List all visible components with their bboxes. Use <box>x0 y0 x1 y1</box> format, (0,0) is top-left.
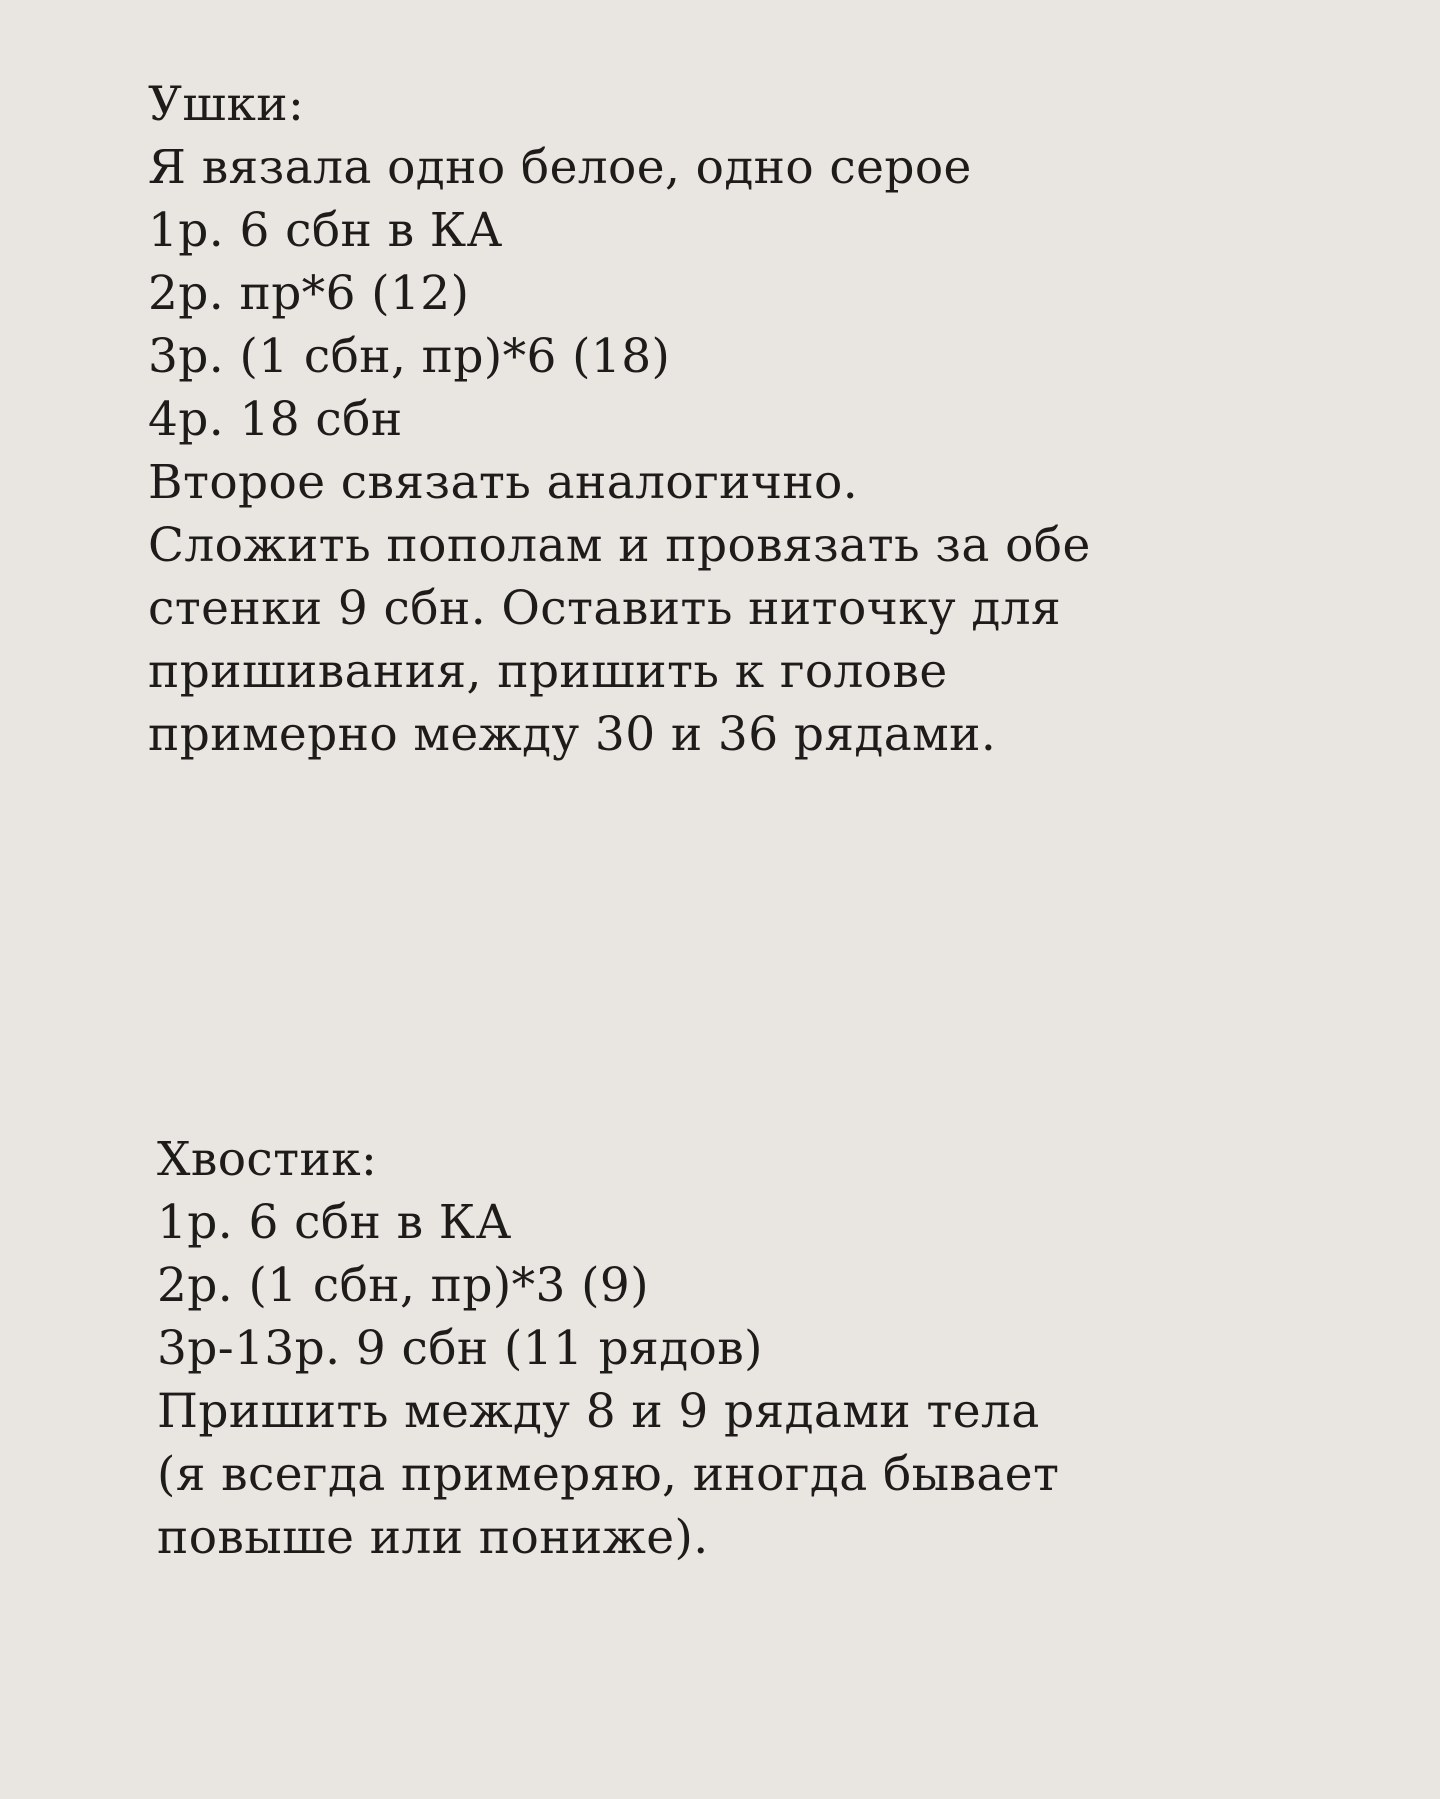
ears-section <box>148 73 1440 766</box>
ears-line: Я вязала одно белое, одно серое <box>148 140 972 195</box>
ears-line: Сложить пополам и провязать за обе <box>148 518 1091 573</box>
tail-section <box>157 1128 1440 1569</box>
ears-line: примерно между 30 и 36 рядами. <box>148 707 997 762</box>
tail-line: Пришить между 8 и 9 рядами тела <box>157 1384 1040 1439</box>
ears-title: Ушки: <box>148 77 305 132</box>
tail-line: (я всегда примеряю, иногда бывает <box>157 1447 1060 1502</box>
tail-title: Хвостик: <box>157 1132 378 1187</box>
tail-line: 1р. 6 сбн в КА <box>157 1195 512 1250</box>
tail-line: 3р-13р. 9 сбн (11 рядов) <box>157 1321 763 1376</box>
ears-line: 1р. 6 сбн в КА <box>148 203 503 258</box>
ears-line: стенки 9 сбн. Оставить ниточку для <box>148 581 1062 636</box>
tail-line: повыше или пониже). <box>157 1510 709 1565</box>
ears-line: 4р. 18 сбн <box>148 392 403 447</box>
ears-line: 2р. пр*6 (12) <box>148 266 470 321</box>
ears-line: пришивания, пришить к голове <box>148 644 948 699</box>
ears-line: 3р. (1 сбн, пр)*6 (18) <box>148 329 671 384</box>
ears-line: Второе связать аналогично. <box>148 455 859 510</box>
tail-line: 2р. (1 сбн, пр)*3 (9) <box>157 1258 649 1313</box>
